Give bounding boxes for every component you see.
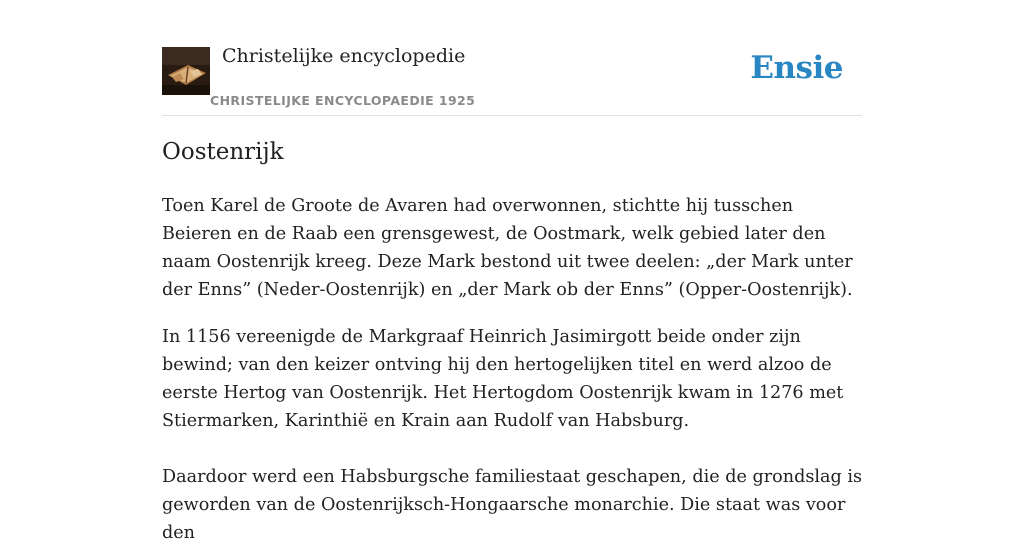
ensie-logo[interactable]: Ensie — [750, 50, 843, 86]
content-column — [162, 0, 862, 543]
site-title[interactable]: Christelijke encyclopedie — [222, 45, 466, 67]
encyclopedia-avatar[interactable] — [162, 47, 210, 95]
article-paragraph: In 1156 vereenigde de Markgraaf Heinrich Jasimirgott beide onder zijn bewind; van den keizer ontving hij den hertogelijken titel en werd alzoo de eerste Hertog van Oostenrijk. Het Hertogdom Oostenrijk kwam in 1276 met Stiermarken, Karinthië en Krain aan Rudolf van Habsburg. — [162, 327, 844, 431]
site-subtitle: CHRISTELIJKE ENCYCLOPAEDIE 1925 — [210, 93, 476, 108]
site-header — [162, 0, 862, 116]
article-title: Oostenrijk — [162, 139, 284, 165]
article-paragraph: Toen Karel de Groote de Avaren had overwonnen, stichtte hij tusschen Beieren en de Raab een grensgewest, de Oostmark, welk gebied later den naam Oostenrijk kreeg. Deze Mark bestond uit twee deelen: „der Mark unter der Enns” (Neder-Oostenrijk) en „der Mark ob der Enns” (Opper-Oostenrijk). — [162, 196, 853, 300]
article-paragraph: Daardoor werd een Habsburgsche familiestaat geschapen, die de grondslag is geworden van de Oostenrijksch-Hongaarsche monarchie. Die staat was voor den — [162, 467, 862, 543]
book-photo-icon — [162, 47, 210, 95]
